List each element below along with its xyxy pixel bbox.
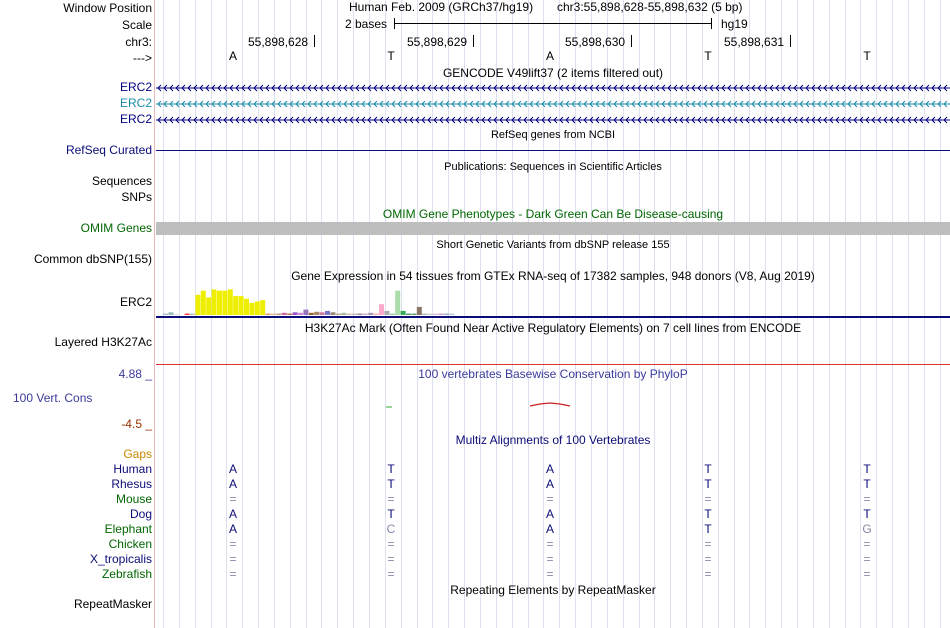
track-label-column [0, 0, 154, 628]
ruler-tick [790, 35, 791, 47]
gtex-tissue-bar[interactable] [293, 312, 298, 315]
gtex-tissue-bar[interactable] [276, 314, 281, 315]
gtex-tissue-bar[interactable] [320, 312, 325, 315]
h3k27ac-track-title: H3K27Ac Mark (Often Found Near Active Regulatory Elements) on 7 cell lines from ENCODE [304, 321, 802, 335]
alignment-base: = [387, 567, 395, 581]
dbsnp-track-title: Short Genetic Variants from dbSNP release 155 [436, 239, 670, 251]
omim-gene-bar[interactable] [156, 222, 950, 235]
publications-snps-label[interactable]: SNPs [121, 190, 152, 204]
gtex-tissue-bar[interactable] [195, 295, 200, 315]
alignment-base: A [545, 507, 554, 521]
gencode-item-label[interactable]: ERC2 [119, 80, 152, 94]
scale-bar-text: 2 bases [345, 17, 388, 31]
alignment-base: A [228, 477, 237, 491]
gtex-tissue-bar[interactable] [303, 310, 308, 315]
species-label[interactable]: Zebrafish [101, 567, 152, 581]
gtex-tissue-bar[interactable] [206, 297, 211, 315]
alignment-base: T [387, 462, 395, 476]
scale-label: Scale [121, 18, 152, 32]
publications-track-title: Publications: Sequences in Scientific Articles [444, 161, 662, 173]
reference-base: A [545, 49, 554, 63]
repeatmasker-track-title: Repeating Elements by RepeatMasker [450, 583, 656, 597]
publications-sequences-label[interactable]: Sequences [91, 174, 152, 188]
alignment-base: = [704, 567, 712, 581]
assembly-text: Human Feb. 2009 (GRCh37/hg19) [349, 0, 534, 14]
alignment-base: = [704, 537, 712, 551]
h3k27ac-track-label[interactable]: Layered H3K27Ac [54, 335, 152, 349]
species-label[interactable]: Chicken [108, 537, 152, 551]
gtex-tissue-bar[interactable] [287, 314, 292, 315]
gtex-tissue-bar[interactable] [244, 299, 249, 315]
species-label[interactable]: Dog [129, 507, 152, 521]
gtex-tissue-bar[interactable] [347, 314, 352, 315]
alignment-base: A [545, 462, 554, 476]
gtex-tissue-bar[interactable] [325, 311, 330, 315]
gtex-tissue-bar[interactable] [239, 296, 244, 315]
alignment-base: T [704, 507, 712, 521]
alignment-base: = [546, 552, 554, 566]
gtex-tissue-bar[interactable] [384, 311, 389, 315]
gtex-tissue-bar[interactable] [341, 313, 346, 315]
alignment-base: = [863, 537, 871, 551]
alignment-base: T [704, 522, 712, 536]
alignment-base: = [704, 552, 712, 566]
gtex-tissue-bar[interactable] [417, 307, 422, 315]
chrom-label: chr3: [125, 35, 152, 49]
refseq-track-label[interactable]: RefSeq Curated [65, 143, 152, 157]
alignment-base: G [862, 522, 872, 536]
alignment-base: = [387, 552, 395, 566]
alignment-base: T [863, 477, 871, 491]
gtex-tissue-bar[interactable] [233, 296, 238, 315]
alignment-base: = [546, 492, 554, 506]
gtex-tissue-bar[interactable] [357, 314, 362, 315]
phylop-max-label: 4.88 _ [118, 367, 152, 381]
ruler-position: 55,898,628 [248, 35, 309, 49]
gencode-item-label[interactable]: ERC2 [119, 112, 152, 126]
alignment-base: A [545, 522, 554, 536]
gtex-tissue-bar[interactable] [433, 314, 438, 315]
alignment-base: T [704, 477, 712, 491]
gtex-expression-chart[interactable] [156, 285, 950, 319]
gtex-tissue-bar[interactable] [449, 314, 454, 315]
gtex-tissue-bar[interactable] [271, 314, 276, 315]
gtex-tissue-bar[interactable] [379, 304, 384, 315]
gtex-tissue-bar[interactable] [411, 314, 416, 315]
gtex-tissue-bar[interactable] [314, 312, 319, 315]
gtex-tissue-bar[interactable] [444, 314, 449, 315]
reference-base: A [228, 49, 237, 63]
dbsnp-track-label[interactable]: Common dbSNP(155) [33, 252, 152, 266]
repeatmasker-track-label[interactable]: RepeatMasker [73, 597, 152, 611]
species-label[interactable]: Rhesus [111, 477, 152, 491]
scale-bar-db: hg19 [721, 17, 748, 31]
gtex-tissue-bar[interactable] [201, 291, 206, 315]
gtex-tissue-bar[interactable] [249, 303, 254, 315]
alignment-base: T [863, 507, 871, 521]
gtex-tissue-bar[interactable] [406, 314, 411, 315]
position-text: chr3:55,898,628-55,898,632 (5 bp) [557, 0, 743, 14]
alignment-base: = [387, 537, 395, 551]
gtex-tissue-bar[interactable] [168, 312, 173, 315]
alignment-base: = [863, 567, 871, 581]
alignment-base: A [228, 522, 237, 536]
gtex-tissue-bar[interactable] [185, 314, 190, 315]
alignment-base: T [863, 462, 871, 476]
alignment-base: A [545, 477, 554, 491]
refseq-gene-line[interactable] [156, 150, 950, 151]
ruler-position: 55,898,630 [565, 35, 626, 49]
multiz-track-title: Multiz Alignments of 100 Vertebrates [455, 433, 651, 447]
gtex-tissue-bar[interactable] [395, 291, 400, 315]
scale-bar [394, 23, 712, 24]
ruler-position: 55,898,631 [724, 35, 785, 49]
phylop-min-label: -4.5 _ [121, 417, 152, 431]
gtex-tissue-bar[interactable] [212, 289, 217, 315]
gtex-tissue-bar[interactable] [163, 314, 168, 315]
reference-base: T [863, 49, 871, 63]
alignment-base: = [704, 492, 712, 506]
gtex-tissue-bar[interactable] [266, 314, 271, 315]
gtex-tissue-bar[interactable] [255, 302, 260, 316]
alignment-base: = [229, 567, 237, 581]
multiz-gaps-label[interactable]: Gaps [123, 447, 152, 461]
gtex-tissue-bar[interactable] [228, 289, 233, 315]
gtex-tissue-bar[interactable] [401, 311, 406, 315]
gtex-tissue-bar[interactable] [428, 314, 433, 315]
gencode-gene-models[interactable] [156, 82, 950, 126]
gtex-tissue-bar[interactable] [217, 291, 222, 315]
species-label[interactable]: Mouse [115, 492, 152, 506]
ruler-tick [473, 35, 474, 47]
alignment-base: T [704, 462, 712, 476]
alignment-base: = [229, 537, 237, 551]
gtex-tissue-bar[interactable] [390, 314, 395, 315]
scale-bar-right-end [711, 18, 712, 29]
ruler-tick [631, 35, 632, 47]
gtex-tissue-bar[interactable] [438, 314, 443, 315]
reference-base: T [387, 49, 395, 63]
window-position-label: Window Position [63, 1, 152, 15]
alignment-base: = [546, 537, 554, 551]
gtex-tissue-bar[interactable] [336, 314, 341, 315]
phylop-track-title: 100 vertebrates Basewise Conservation by PhyloP [418, 367, 688, 381]
gtex-tissue-bar[interactable] [222, 291, 227, 315]
label-divider [154, 0, 155, 628]
ruler-tick [314, 35, 315, 47]
species-label[interactable]: Elephant [104, 522, 152, 536]
ruler-position: 55,898,629 [407, 35, 468, 49]
phylop-conservation-mark [530, 403, 570, 406]
gtex-tissue-bar[interactable] [368, 313, 373, 315]
alignment-base: T [387, 507, 395, 521]
species-label[interactable]: X_tropicalis [89, 552, 152, 566]
omim-track-title: OMIM Gene Phenotypes - Dark Green Can Be Disease-causing [382, 207, 724, 221]
alignment-base: A [228, 507, 237, 521]
reference-base: T [704, 49, 712, 63]
track-data-area[interactable] [156, 0, 950, 628]
alignment-base: = [546, 567, 554, 581]
gtex-tissue-bar[interactable] [363, 314, 368, 315]
gencode-track-title: GENCODE V49lift37 (2 items filtered out) [442, 66, 664, 80]
gtex-tissue-bar[interactable] [422, 314, 427, 315]
alignment-base: = [229, 492, 237, 506]
gtex-tissue-bar[interactable] [298, 313, 303, 315]
gtex-tissue-bar[interactable] [282, 313, 287, 315]
species-label[interactable]: Human [113, 462, 152, 476]
alignment-base: = [863, 552, 871, 566]
gencode-item-label[interactable]: ERC2 [119, 96, 152, 110]
gtex-track-title: Gene Expression in 54 tissues from GTEx RNA-seq of 17382 samples, 948 donors (V8, Aug 2019) [291, 269, 815, 283]
alignment-base: = [229, 552, 237, 566]
strand-label: ---> [133, 51, 152, 65]
omim-track-label[interactable]: OMIM Genes [80, 221, 152, 235]
refseq-track-title: RefSeq genes from NCBI [490, 129, 616, 141]
alignment-base: C [386, 522, 396, 536]
gtex-tissue-bar[interactable] [352, 314, 357, 315]
phylop-signal[interactable] [156, 400, 950, 412]
gtex-tissue-bar[interactable] [374, 314, 379, 315]
alignment-base: A [228, 462, 237, 476]
gtex-gene-line [156, 316, 950, 318]
h3k27ac-signal-baseline[interactable] [156, 364, 950, 365]
gtex-tissue-bar[interactable] [190, 314, 195, 315]
alignment-base: = [387, 492, 395, 506]
gtex-tissue-bar[interactable] [174, 314, 179, 315]
alignment-base: = [863, 492, 871, 506]
alignment-base: T [387, 477, 395, 491]
gtex-track-label[interactable]: ERC2 [119, 295, 152, 309]
gtex-tissue-bar[interactable] [330, 312, 335, 315]
gtex-tissue-bar[interactable] [260, 300, 265, 315]
phylop-track-label[interactable]: 100 Vert. Cons [13, 391, 93, 405]
gtex-tissue-bar[interactable] [309, 313, 314, 315]
